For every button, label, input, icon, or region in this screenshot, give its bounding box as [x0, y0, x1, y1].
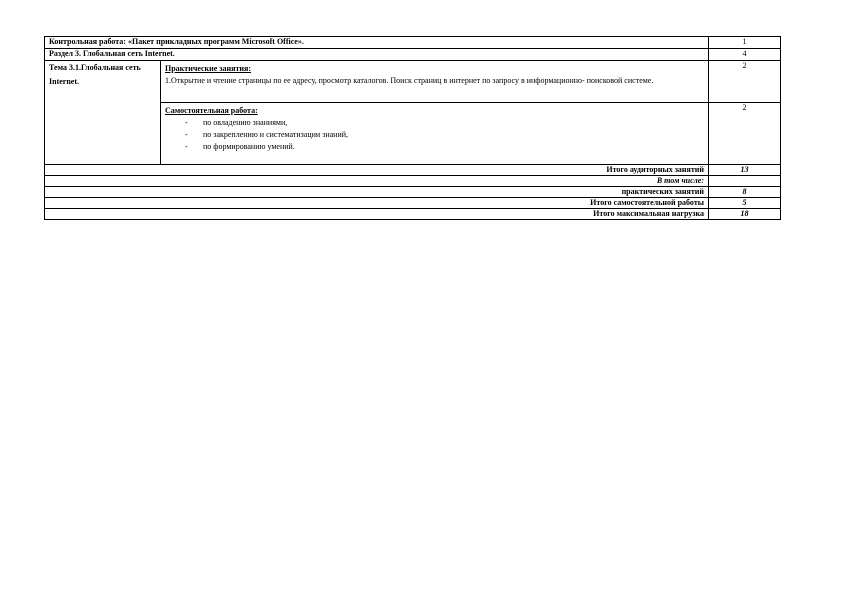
- total-value: 8: [709, 187, 781, 198]
- list-item: [185, 141, 704, 153]
- independent-list: [165, 117, 704, 153]
- independent-hours: 2: [709, 103, 781, 165]
- list-item: [185, 117, 704, 129]
- total-value: 5: [709, 198, 781, 209]
- total-label: Итого максимальная нагрузка: [45, 209, 709, 220]
- independent-cell: [161, 103, 709, 165]
- practical-hours: 2: [709, 61, 781, 103]
- practical-heading: Практические занятия:: [165, 64, 251, 73]
- section-hours: 4: [709, 49, 781, 61]
- total-value: 13: [709, 165, 781, 176]
- list-item-text: по закреплению и систематизации знаний,: [203, 130, 349, 139]
- total-value: 18: [709, 209, 781, 220]
- total-label: Итого аудиторных занятий: [45, 165, 709, 176]
- topic-practical-row: [45, 61, 781, 103]
- control-work-text: Контрольная работа: «Пакет прикладных программ Microsoft Office».: [45, 37, 709, 49]
- total-label: В том числе:: [45, 176, 709, 187]
- section-title: Раздел 3. Глобальная сеть Internet.: [45, 49, 709, 61]
- independent-total-row: [45, 198, 781, 209]
- study-plan-table: [44, 36, 781, 220]
- dash-mark: -: [185, 142, 188, 151]
- practical-total-row: [45, 187, 781, 198]
- topic-title: Тема 3.1.Глобальная сеть Internet.: [45, 61, 161, 165]
- total-label: Итого самостоятельной работы: [45, 198, 709, 209]
- control-work-row: [45, 37, 781, 49]
- dash-mark: -: [185, 130, 188, 139]
- list-item-text: по формированию умений.: [203, 142, 295, 151]
- dash-mark: -: [185, 118, 188, 127]
- practical-text: 1.Открытие и чтение страницы по ее адресу, просмотр каталогов. Поиск страниц в интернет по запросу в информационно- поисковой системе.: [165, 76, 654, 85]
- total-classroom-row: [45, 165, 781, 176]
- list-item: [185, 129, 704, 141]
- practical-cell: [161, 61, 709, 103]
- section-row: [45, 49, 781, 61]
- independent-heading: Самостоятельная работа:: [165, 106, 258, 115]
- list-item-text: по овладению знаниями,: [203, 118, 288, 127]
- including-row: [45, 176, 781, 187]
- control-work-hours: 1: [709, 37, 781, 49]
- total-label: практических занятий: [45, 187, 709, 198]
- max-load-row: [45, 209, 781, 220]
- total-value: [709, 176, 781, 187]
